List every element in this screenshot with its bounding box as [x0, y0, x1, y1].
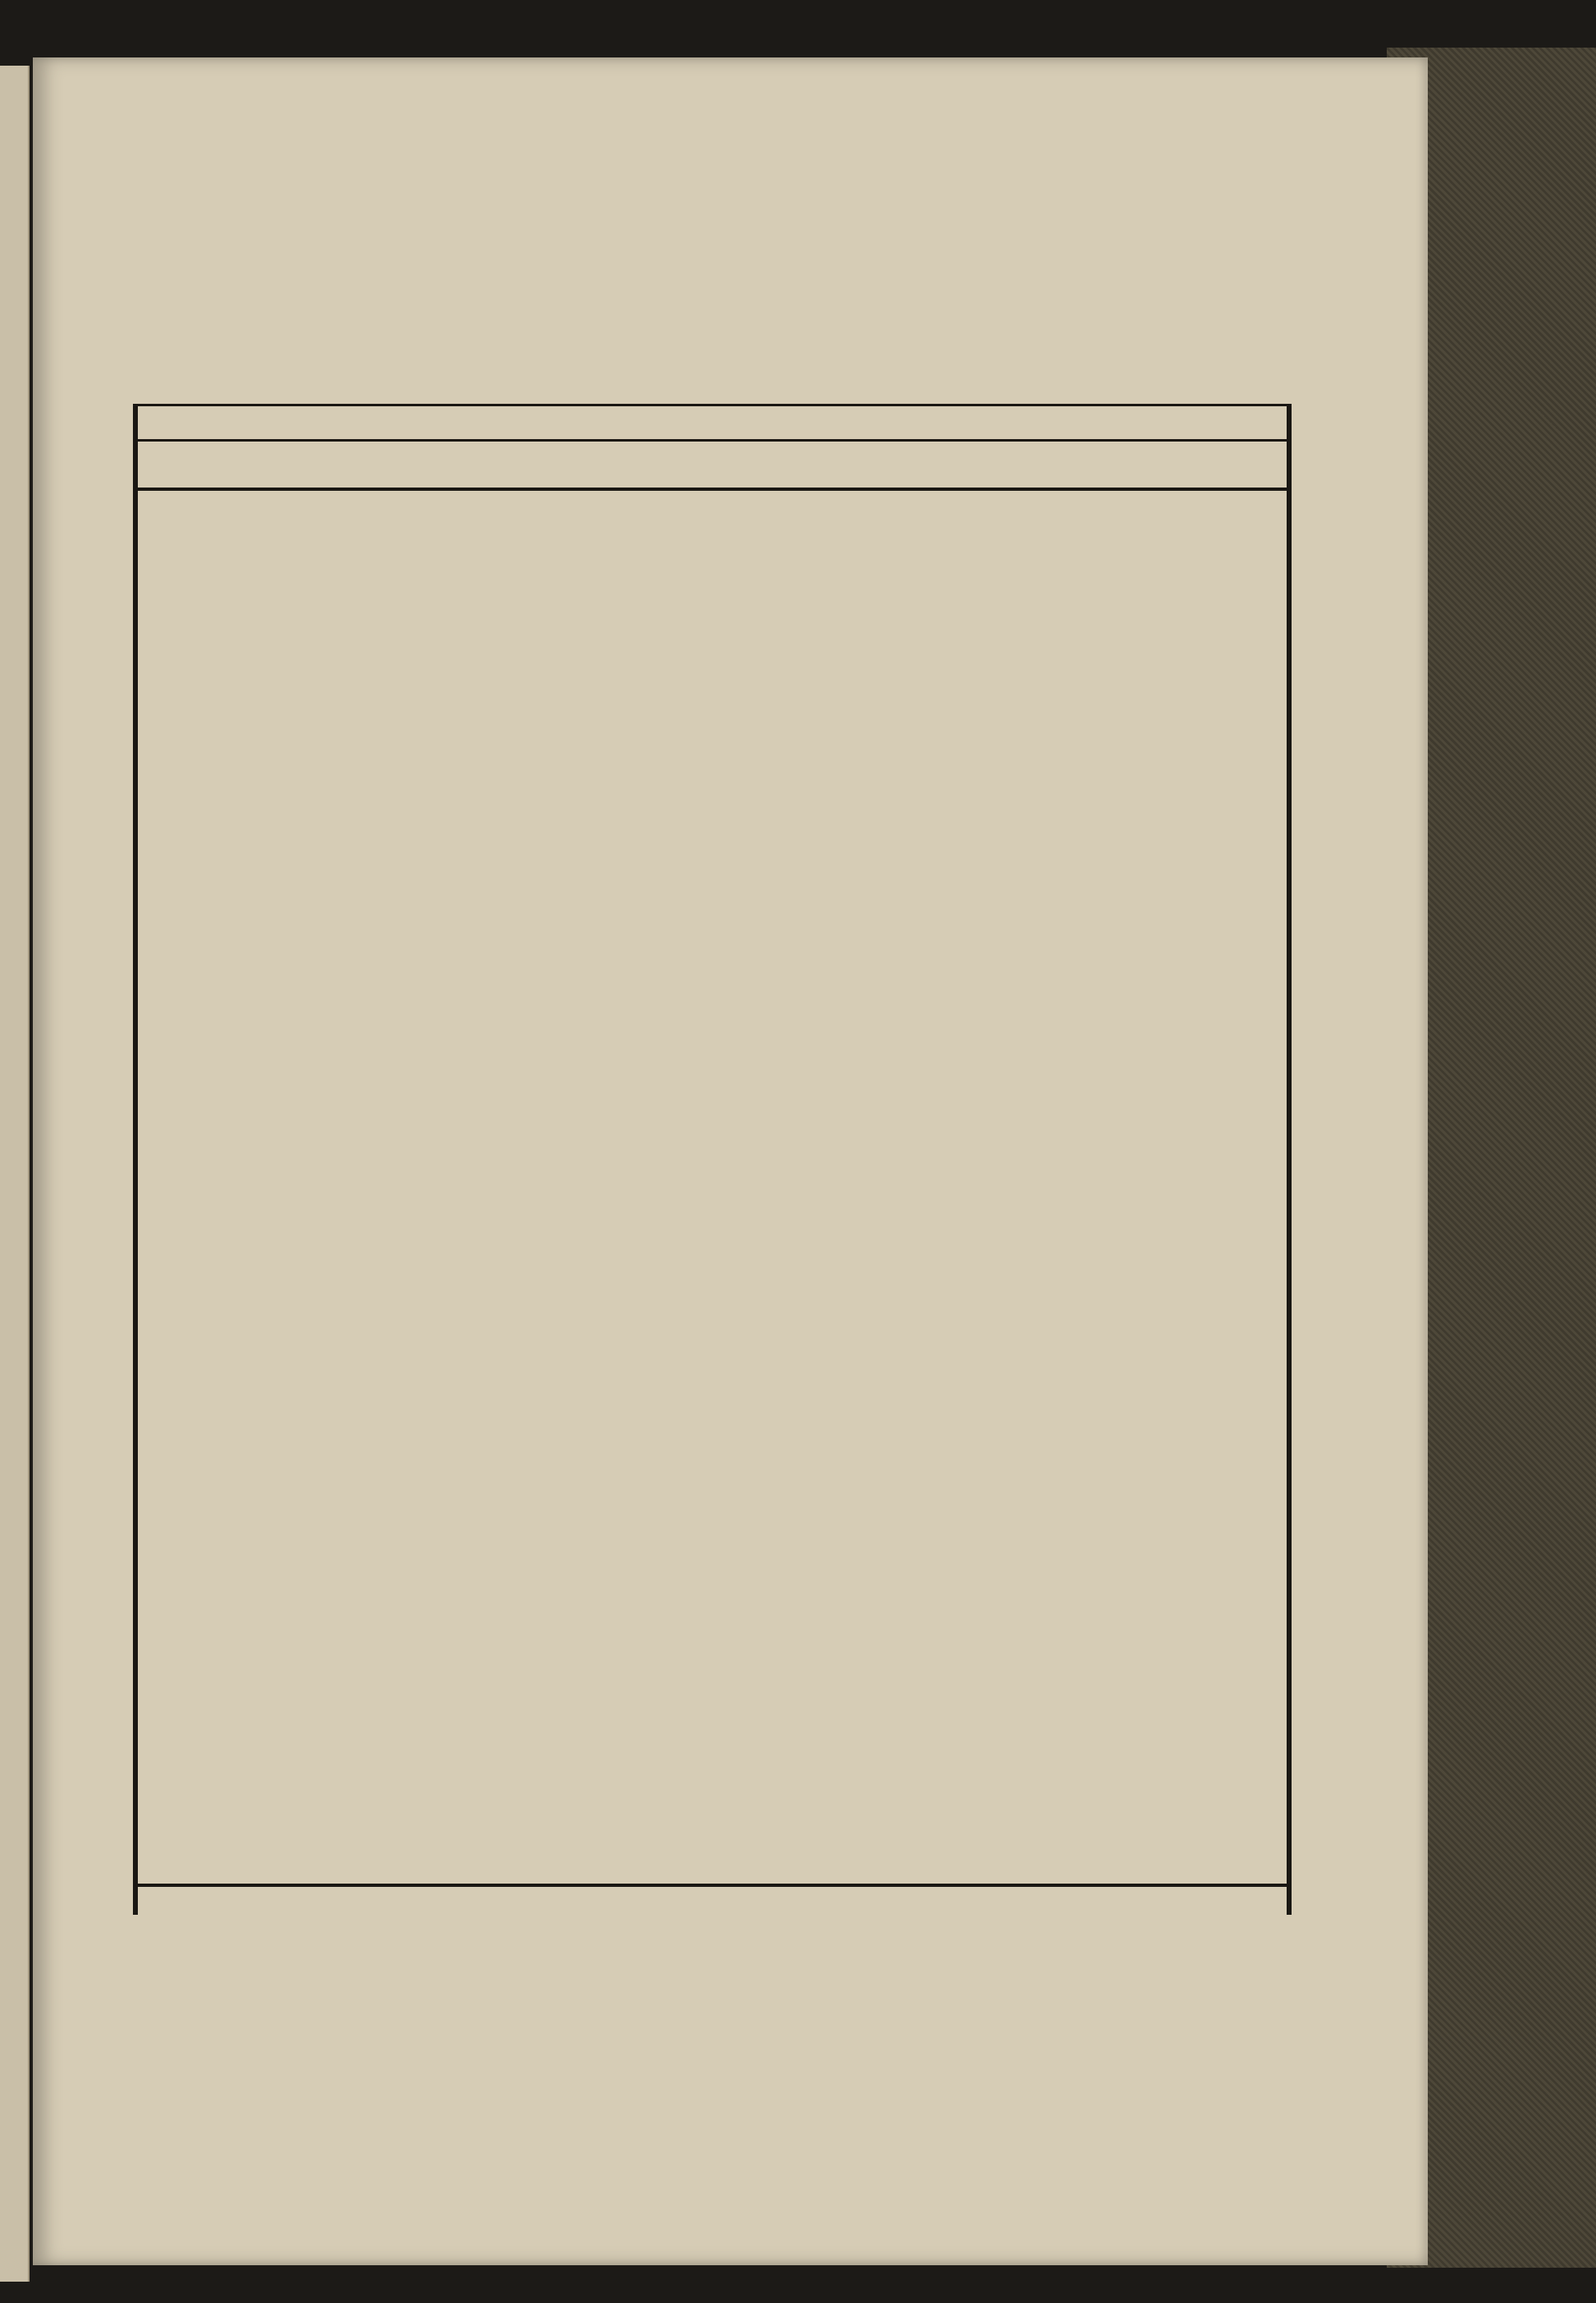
table-body [138, 491, 1287, 1882]
book-page [33, 57, 1428, 2265]
log-table [133, 404, 1292, 1915]
top-column-numbers [138, 406, 1287, 442]
column-letter-headers [138, 442, 1287, 491]
bottom-column-numbers [138, 1884, 1287, 1920]
left-page-edge [0, 66, 30, 2282]
